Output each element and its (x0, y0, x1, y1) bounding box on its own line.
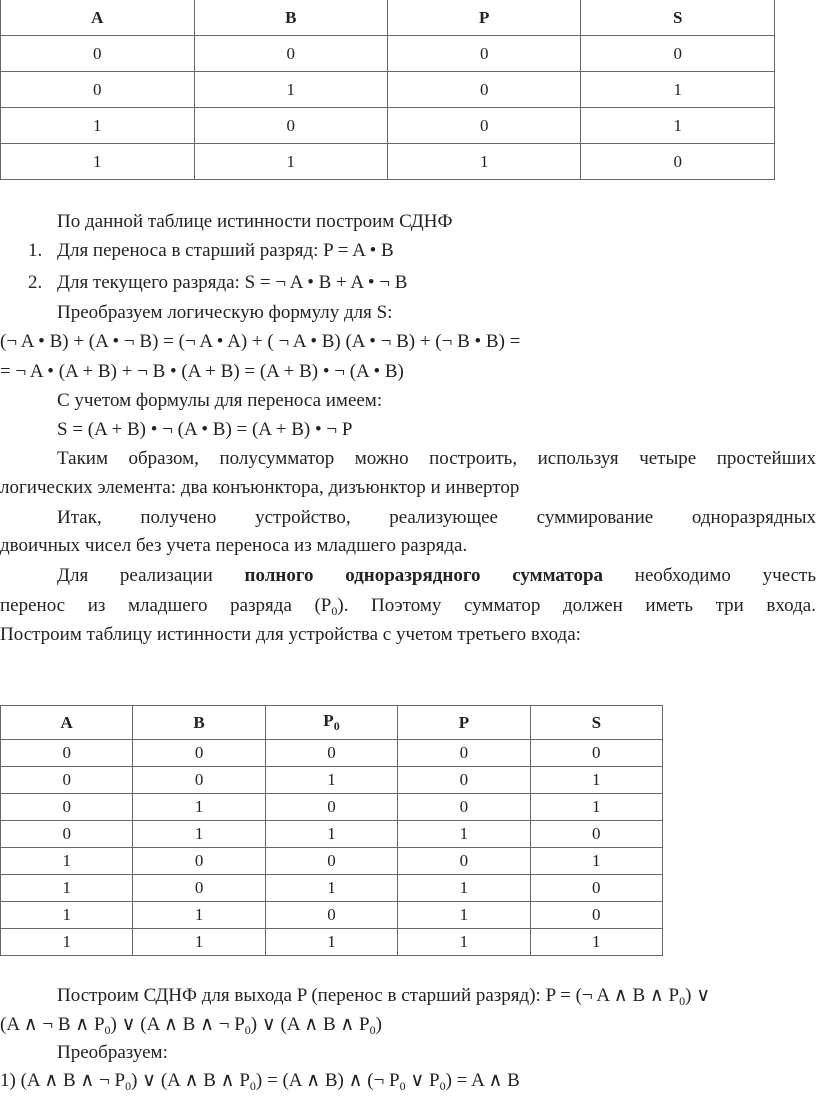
table-cell: 1 (1, 144, 195, 180)
text-span: ) ∨ (685, 985, 711, 1006)
table-cell: 0 (398, 794, 530, 821)
table-cell: 1 (194, 144, 388, 180)
table-cell: 1 (398, 902, 530, 929)
table-cell: 0 (530, 902, 662, 929)
text-span: Для реализации (57, 565, 213, 586)
table-cell: 1 (265, 875, 397, 902)
table-cell: 0 (388, 72, 581, 108)
table-cell: 0 (133, 848, 265, 875)
paragraph-result-l1: Итак, получено устройство, реализующее суммирование одноразрядных (57, 507, 816, 528)
header-cell: B (194, 0, 388, 36)
text-span: перенос из младшего разряда (P (0, 595, 332, 616)
table-row (1, 875, 663, 902)
table-cell: 0 (1, 767, 133, 794)
table-cell: 1 (398, 929, 530, 956)
table-cell: 0 (581, 144, 775, 180)
list-number: 2. (28, 272, 43, 293)
table-header-row (1, 706, 663, 740)
text-span: ). Поэтому сумматор должен иметь три входа. (337, 595, 816, 616)
text-span: ) (375, 1014, 382, 1035)
list-item-carry (0, 239, 816, 265)
table-cell: 0 (530, 821, 662, 848)
table-row (1, 740, 663, 767)
table-cell: 1 (581, 108, 775, 144)
table-cell: 0 (1, 794, 133, 821)
bold-term: полного одноразрядного сумматора (244, 565, 604, 586)
subscript: 0 (679, 994, 686, 1008)
text-span: необходимо учесть (634, 565, 816, 586)
subscript: 0 (244, 1023, 251, 1037)
paragraph-full-adder-l1 (57, 564, 816, 590)
table-cell: 1 (1, 929, 133, 956)
paragraph-half-adder-l1: Таким образом, полусумматор можно построить, используя четыре простейших (57, 448, 816, 469)
subscript: 0 (439, 1079, 446, 1093)
subscript: 0 (104, 1023, 111, 1037)
table-cell: 0 (265, 902, 397, 929)
table-cell: 1 (133, 794, 265, 821)
table-cell: 1 (133, 902, 265, 929)
table-cell: 0 (398, 740, 530, 767)
text-span: ∨ P (405, 1070, 440, 1091)
header-cell-p0 (265, 706, 397, 740)
text-span: Построим СДНФ для выхода P (перенос в старший разряд): P = (¬ A ∧ B ∧ P (57, 985, 680, 1006)
text-span: ) ∨ (A ∧ B ∧ P (131, 1070, 250, 1091)
table-cell: 0 (1, 36, 195, 72)
table-cell: 1 (1, 108, 195, 144)
table-row (1, 72, 775, 108)
table-cell: 1 (1, 848, 133, 875)
paragraph-sdnf-p-l1 (57, 984, 816, 1010)
paragraph-transform-s: Преобразуем логическую формулу для S: (57, 302, 393, 323)
table-cell: 1 (265, 929, 397, 956)
paragraph-half-adder-l2: логических элемента: два конъюнктора, дизъюнктор и инвертор (0, 477, 520, 498)
table-cell: 1 (398, 821, 530, 848)
table-cell: 0 (1, 740, 133, 767)
table-cell: 1 (530, 794, 662, 821)
table-cell: 1 (530, 929, 662, 956)
list-item-text: Для переноса в старший разряд: P = A • B (57, 240, 394, 261)
formula-line-2: = ¬ A • (A + B) + ¬ B • (A + B) = (A + B) • ¬ (A • B) (0, 361, 404, 382)
table-cell: 0 (388, 108, 581, 144)
header-cell: A (1, 0, 195, 36)
table-header-row (1, 0, 775, 36)
text-span: ) ∨ (A ∧ B ∧ ¬ P (110, 1014, 245, 1035)
table-row (1, 794, 663, 821)
table-cell: 0 (265, 848, 397, 875)
table-cell: 0 (398, 848, 530, 875)
header-cell: S (530, 706, 662, 740)
table-cell: 1 (530, 767, 662, 794)
table-cell: 1 (530, 848, 662, 875)
table-cell: 1 (265, 767, 397, 794)
table-cell: 0 (133, 740, 265, 767)
table-cell: 0 (265, 794, 397, 821)
table-cell: 0 (194, 36, 388, 72)
text-span: (A ∧ ¬ B ∧ P (0, 1014, 105, 1035)
table-row (1, 108, 775, 144)
paragraph-full-adder-l2 (0, 594, 816, 620)
list-item-text: Для текущего разряда: S = ¬ A • B + A • ¬ B (57, 272, 408, 293)
table-cell: 0 (530, 740, 662, 767)
table-cell: 1 (194, 72, 388, 108)
table-cell: 0 (265, 740, 397, 767)
table-row (1, 767, 663, 794)
table-cell: 0 (530, 875, 662, 902)
table-cell: 0 (194, 108, 388, 144)
table-cell: 0 (1, 821, 133, 848)
header-cell: B (133, 706, 265, 740)
paragraph-sdnf-intro: По данной таблице истинности построим СДНФ (57, 211, 453, 232)
paragraph-sdnf-p-l2 (0, 1013, 816, 1039)
table-cell: 0 (1, 72, 195, 108)
table-cell: 1 (133, 929, 265, 956)
table-cell: 1 (1, 875, 133, 902)
table-row (1, 929, 663, 956)
table-cell: 0 (398, 767, 530, 794)
paragraph-result-l2: двоичных чисел без учета переноса из младшего разряда. (0, 535, 468, 556)
header-main: P (323, 711, 334, 730)
half-adder-truth-table (0, 0, 775, 180)
header-cell: S (581, 0, 775, 36)
subscript: 0 (125, 1079, 132, 1093)
table-cell: 0 (133, 767, 265, 794)
paragraph-carry-formula: С учетом формулы для переноса имеем: (57, 390, 383, 411)
table-cell: 1 (581, 72, 775, 108)
table-row (1, 144, 775, 180)
table-cell: 0 (581, 36, 775, 72)
table-cell: 0 (388, 36, 581, 72)
formula-line-3: S = (A + B) • ¬ (A • B) = (A + B) • ¬ P (57, 419, 353, 440)
subscript: 0 (333, 719, 340, 733)
table-row (1, 36, 775, 72)
header-cell: P (398, 706, 530, 740)
formula-transform-1 (0, 1069, 816, 1095)
table-row (1, 848, 663, 875)
table-cell: 0 (133, 875, 265, 902)
text-span: ) = A ∧ B (445, 1070, 520, 1091)
text-span: 1) (A ∧ B ∧ ¬ P (0, 1070, 126, 1091)
paragraph-full-adder-l3: Построим таблицу истинности для устройства с учетом третьего входа: (0, 624, 581, 645)
text-span: ) = (A ∧ B) ∧ (¬ P (255, 1070, 400, 1091)
table-cell: 1 (133, 821, 265, 848)
paragraph-transform: Преобразуем: (57, 1042, 168, 1063)
formula-line-1: (¬ A • B) + (A • ¬ B) = (¬ A • A) + ( ¬ A • B) (A • ¬ B) + (¬ B • B) = (0, 331, 521, 352)
subscript: 0 (249, 1079, 256, 1093)
table-cell: 1 (388, 144, 581, 180)
header-cell: A (1, 706, 133, 740)
table-cell: 1 (265, 821, 397, 848)
subscript: 0 (399, 1079, 406, 1093)
table-cell: 1 (1, 902, 133, 929)
subscript: 0 (369, 1023, 376, 1037)
table-cell: 1 (398, 875, 530, 902)
table-row (1, 821, 663, 848)
full-adder-truth-table (0, 705, 663, 956)
table-row (1, 902, 663, 929)
text-span: ) ∨ (A ∧ B ∧ P (250, 1014, 370, 1035)
list-number: 1. (28, 240, 43, 261)
subscript: 0 (331, 604, 338, 618)
list-item-sum (0, 271, 816, 297)
header-cell: P (388, 0, 581, 36)
